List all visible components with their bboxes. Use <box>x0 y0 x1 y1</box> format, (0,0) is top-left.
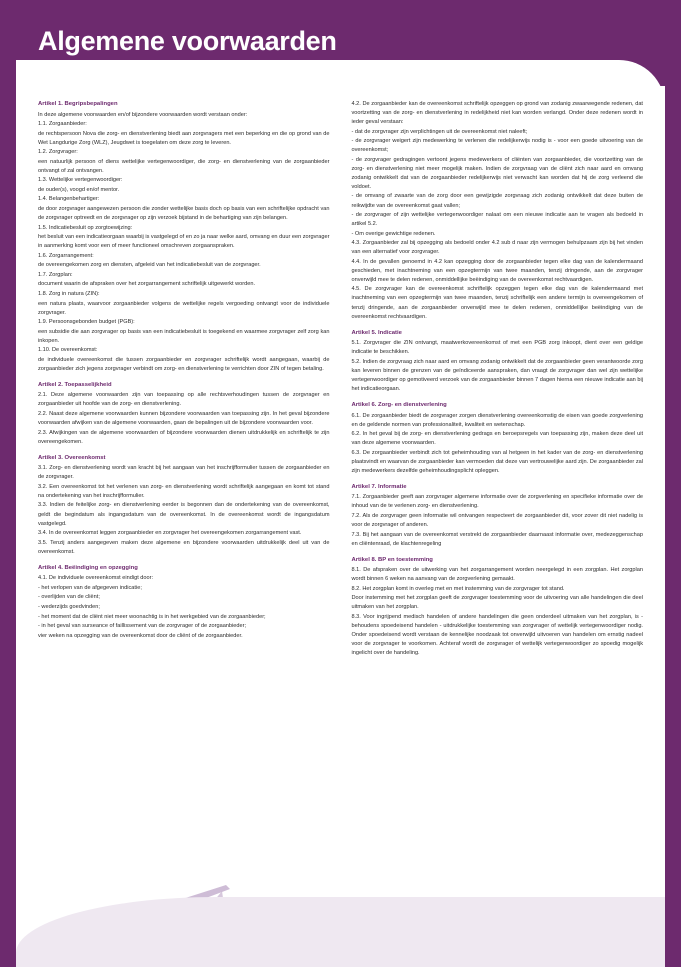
article-paragraph: 2.2. Naast deze algemene voorwaarden kunnen bijzondere voorwaarden van toepassing zijn. In het geval bijzondere voorwaarden afwijken van de algemene voorwaarden, gaan de bepalingen uit de bijzondere voorwaarden voor. <box>38 411 330 427</box>
article-paragraph: de individuele overeenkomst die tussen zorgaanbieder en zorgvrager schriftelijk wordt aangegaan, waarbij de zorgaanbieder zich jegens zorgvrager verbindt om zorg- en dienstverlening te verrichten door ZIN of tegen betaling. <box>38 356 330 372</box>
article-paragraph: 1.3. Wettelijke vertegenwoordiger: <box>38 177 123 184</box>
article-heading: Artikel 8. BP en toestemming <box>351 556 433 563</box>
footer-illustration <box>16 849 665 967</box>
article-heading: Artikel 1. Begripsbepalingen <box>38 101 118 107</box>
article-paragraph: het besluit van een indicatieorgaan waarbij is vastgelegd of en zo ja naar welke aard, omvang en duur een zorgvrager in aanmerking komt voor een of meer functioneel omschreven zorgaanspraken. <box>38 234 330 250</box>
article-paragraph: 3.5. Tenzij anders aangegeven maken deze algemene en bijzondere voorwaarden uitdrukkelijk deel uit van de overeenkomst. <box>38 539 330 555</box>
article-paragraph: - de zorgvrager weigert zijn medewerking te verlenen die redelijkerwijs nodig is - voor een goede uitvoering van de overeenkomst; <box>351 138 643 154</box>
article-paragraph: 1.4. Belangenbehartiger: <box>38 196 100 203</box>
article-paragraph: 1.6. Zorgarrangement: <box>38 252 94 259</box>
article-paragraph: 6.3. De zorgaanbieder verbindt zich tot geheimhouding van al hetgeen in het kader van de zorg- en dienstverlening plaatsvindt en waarvan de zorgaanbieder kan vermoeden dat deze van vertrouwelijke aard zijn. De zorgaanbieder zal zijn medewerkers dezelfde geheimhoudingsplicht opleggen. <box>351 449 643 474</box>
article-paragraph: 1.5. Indicatiebesluit op zorgtoewijzing: <box>38 224 133 231</box>
article-paragraph: - Om overige gewichtige redenen. <box>351 230 436 237</box>
article-paragraph: - wederzijds goedvinden; <box>38 603 100 610</box>
article-paragraph: 4.3. Zorgaanbieder zal bij opzegging als bedoeld onder 4.2 sub d naar zijn vermogen behulpzaam zijn bij het vinden van een alternatief voor zorgvrager. <box>351 240 643 256</box>
article-paragraph: 4.1. De individuele overeenkomst eindigt door: <box>38 575 154 582</box>
article-paragraph: een subsidie die aan zorgvrager op basis van een indicatiebesluit is toegekend en waarmee zorgvrager zelf zorg kan inkopen. <box>38 328 330 344</box>
article-paragraph: 7.2. Als de zorgvrager geen informatie wil ontvangen respecteert de zorgaanbieder dit, voor zover dit niet nadelig is voor de zorgvrager of anderen. <box>351 513 643 529</box>
article-paragraph: 3.2. Een overeenkomst tot het verlenen van zorg- en dienstverlening wordt schriftelijk aangegaan en komt tot stand na ondertekening van het inschrijfformulier. <box>38 483 330 499</box>
article-paragraph: 6.2. In het geval bij de zorg- en dienstverlening gedrags en beroepsregels van toepassing zijn, maken deze deel uit van deze algemene voorwaarden. <box>351 431 643 447</box>
article-heading: Artikel 3. Overeenkomst <box>38 454 106 461</box>
article-paragraph: - in het geval van surseance of faillissement van de zorgvrager of de zorgaanbieder; <box>38 623 247 630</box>
article-paragraph: - het moment dat de cliënt niet meer woonachtig is in het werkgebied van de zorgaanbieder; <box>38 613 266 620</box>
left-purple-bar <box>0 0 16 967</box>
column-left <box>38 100 330 860</box>
page-title: Algemene voorwaarden <box>38 26 337 56</box>
article-paragraph: 4.2. De zorgaanbieder kan de overeenkomst schriftelijk opzeggen op grond van zodanig zwaarwegende redenen, dat voortzetting van de zorg- en dienstverlening in redelijkheid niet kan worden verlangd. Onder deze redenen wordt in ieder geval verstaan: <box>351 101 643 126</box>
article-paragraph: 2.1. Deze algemene voorwaarden zijn van toepassing op alle rechtsverhoudingen tussen de zorgvrager en zorgaanbieder uit hoofde van de zorg- en dienstverlening. <box>38 392 330 408</box>
article-heading: Artikel 5. Indicatie <box>351 329 402 336</box>
article-paragraph: 4.4. In de gevallen genoemd in 4.2 kan opzegging door de zorgaanbieder tegen elke dag van de kalendermaand geschieden, met inachtneming van een opzegtermijn van twee maanden, tenzij dringende, aan de zorgvrager onverwijld mee te delen redenen, onmiddellijke beëindiging van de overeenkomst rechtvaardigen. <box>351 258 643 283</box>
article-paragraph: 3.3. Indien de feitelijke zorg- en dienstverlening eerder is begonnen dan de ondertekening van de overeenkomst, geldt die begindatum als ingangsdatum van de overeenkomst. In de overeenkomst wordt de ingangsdatum vastgelegd. <box>38 502 330 527</box>
body-columns <box>16 100 665 860</box>
article-paragraph: 8.2. Het zorgplan komt in overleg met en met instemming van de zorgvrager tot stand. <box>351 585 565 592</box>
article-paragraph: een natuurlijk persoon of diens wettelijke vertegenwoordiger, die zorg- en dienstverlening van de zorgaanbieder ontvangt of zal ontvangen. <box>38 158 330 174</box>
article-paragraph: 8.1. De afspraken over de uitwerking van het zorgarrangement worden neergelegd in een zorgplan. Het zorgplan wordt binnen 6 weken na aanvang van de zorgverlening gemaakt. <box>351 567 643 583</box>
article-paragraph: In deze algemene voorwaarden en/of bijzondere voorwaarden wordt verstaan onder: <box>38 111 248 118</box>
article-paragraph: 7.1. Zorgaanbieder geeft aan zorgvrager algemene informatie over de zorgverlening en specifieke informatie over de inhoud van de te verlenen zorg- en dienstverlening. <box>351 494 643 510</box>
article-paragraph: 1.8. Zorg in natura (ZIN): <box>38 290 100 297</box>
article-paragraph: 5.2. Indien de zorgvraag zich naar aard en omvang zodanig ontwikkelt dat de zorgaanbieder geen verantwoorde zorg kan leveren binnen de grenzen van de geïndiceerde aanspraken, dan vraagt de zorgvrager dan wel zijn wettelijke vertegenwoordiger op gemotiveerd verzoek van de zorgaanbieder binnen 7 dagen hierna een nieuwe indicatie aan bij het indicatieorgaan. <box>351 358 643 392</box>
article-paragraph: - de omvang of zwaarte van de zorg door een gewijzigde zorgvraag zich zodanig ontwikkelt dat deze buiten de reikwijdte van de overeenkomst gaat vallen; <box>351 193 643 209</box>
article-paragraph: document waarin de afspraken over het zorgarrangement schriftelijk uitgewerkt worden. <box>38 281 256 288</box>
right-purple-bar <box>665 0 681 967</box>
article-paragraph: de ouder(s), voogd en/of mentor. <box>38 186 120 193</box>
article-paragraph: de overeengekomen zorg en diensten, afgeleid van het indicatiebesluit van de zorgvrager. <box>38 262 261 269</box>
article-paragraph: 7.3. Bij het aangaan van de overeenkomst verstrekt de zorgaanbieder daarnaast informatie over, medezeggenschap en cliëntenraad, de klachtenregeling <box>351 531 643 547</box>
column-right <box>352 100 644 860</box>
article-paragraph: - de zorgvrager gedragingen vertoont jegens medewerkers of cliënten van zorgaanbieder, die voortzetting van de zorg- en dienstverlening niet meer mogelijk maken. Indien de zorgvraag van de cliënt zich naar aard en omvang zodanig ontwikkelt dat van de zorgaanbieder redelijkerwijs niet verwacht kan worden dat hij de zorg verleend die voldoet. <box>351 156 643 190</box>
article-paragraph: 5.1. Zorgvrager die ZIN ontvangt, maatwerkovereenkomst of met een PGB zorg inkoopt, dient over een geldige indicatie te beschikken. <box>351 340 643 356</box>
article-paragraph: 4.5. De zorgvrager kan de overeenkomst schriftelijk opzeggen tegen elke dag van de kalendermaand met inachtneming van een opzegtermijn van twee maanden, tenzij schriftelijk een andere termijn is overeengekomen of tenzij dringende, aan de zorgaanbieder onverwijld mee te delen redenen, onmiddellijke beëindiging van de overeenkomst rechtvaardigen. <box>351 286 643 320</box>
article-paragraph: 1.7. Zorgplan: <box>38 271 73 278</box>
article-paragraph: 1.10. De overeenkomst: <box>38 347 98 354</box>
article-paragraph: een natura plaats, waarvoor zorgaanbieder volgens de wettelijke regels vergoeding ontvangt voor de individuele zorgvrager. <box>38 300 330 316</box>
article-heading: Artikel 6. Zorg- en dienstverlening <box>351 401 447 408</box>
article-paragraph: - dat de zorgvrager zijn verplichtingen uit de overeenkomst niet naleeft; <box>351 128 528 135</box>
article-paragraph: - het verlopen van de afgegeven indicatie; <box>38 584 142 591</box>
article-paragraph: - overlijden van de cliënt; <box>38 594 100 601</box>
article-paragraph: 8.3. Voor ingrijpend medisch handelen of andere handelingen die geen onderdeel uitmaken van het zorgplan, is - behoudens spoedeisend handelen - uitdrukkelijke toestemming van zorgvrager of wettelijk vertegenwoordiger nodig. Onder spoedeisend wordt verstaan de kennelijke noodzaak tot onverwijld uitvoeren van handelen om ernstig nadeel voor de zorgvrager te voorkomen. Achteraf wordt de zorgvrager of wettelijk vertegenwoordiger zo spoedig mogelijk ingelicht over de handeling. <box>351 614 643 657</box>
article-paragraph: 3.4. In de overeenkomst leggen zorgaanbieder en zorgvrager het overeengekomen zorgarrangement vast. <box>38 530 302 537</box>
footer-wave <box>16 897 665 967</box>
article-paragraph: Door instemming met het zorgplan geeft de zorgvrager toestemming voor de uitvoering van alle handelingen die deel uitmaken van het zorgplan. <box>351 595 643 611</box>
article-paragraph: - de zorgvrager of zijn wettelijke vertegenwoordiger nalaat om een nieuwe indicatie aan te vragen als bedoeld in artikel 5.2. <box>351 212 643 228</box>
article-paragraph: vier weken na opzegging van de overeenkomst door de cliënt of de zorgaanbieder. <box>38 632 243 639</box>
article-heading: Artikel 4. Beëindiging en opzegging <box>38 564 138 571</box>
article-paragraph: 1.2. Zorgvrager: <box>38 149 78 156</box>
article-paragraph: 1.9. Persoonsgebonden budget (PGB): <box>38 319 135 326</box>
article-paragraph: de door zorgvrager aangewezen persoon die zonder wettelijke basis doch op basis van een schriftelijke opdracht van de zorgvrager optreedt en de zorgvrager op zijn verzoek bijstand in de behartiging van zijn belangen. <box>38 206 330 222</box>
article-paragraph: de rechtspersoon Nova die zorg- en dienstverlening biedt aan zorgvragers met een beperking en die op grond van de Wet Langdurige Zorg (WLZ), Jeugdwet is toegelaten om deze zorg te leveren. <box>38 130 330 146</box>
article-paragraph: 3.1. Zorg- en dienstverlening wordt van kracht bij het aangaan van het inschrijfformulier tussen de zorgaanbieder en de zorgvrager. <box>38 465 330 481</box>
article-paragraph: 6.1. De zorgaanbieder biedt de zorgvrager zorgen dienstverlening overeenkomstig de eisen van goede zorgverlening en de geldende normen van professionaliteit, kwaliteit en wetenschap. <box>351 412 643 428</box>
article-heading: Artikel 7. Informatie <box>351 483 407 490</box>
article-paragraph: 2.3. Afwijkingen van de algemene voorwaarden of bijzondere voorwaarden dienen uitdrukkelijk en schriftelijk te zijn overeengekomen. <box>38 429 330 445</box>
article-heading: Artikel 2. Toepasselijkheid <box>38 381 112 388</box>
article-paragraph: 1.1. Zorgaanbieder: <box>38 121 87 128</box>
